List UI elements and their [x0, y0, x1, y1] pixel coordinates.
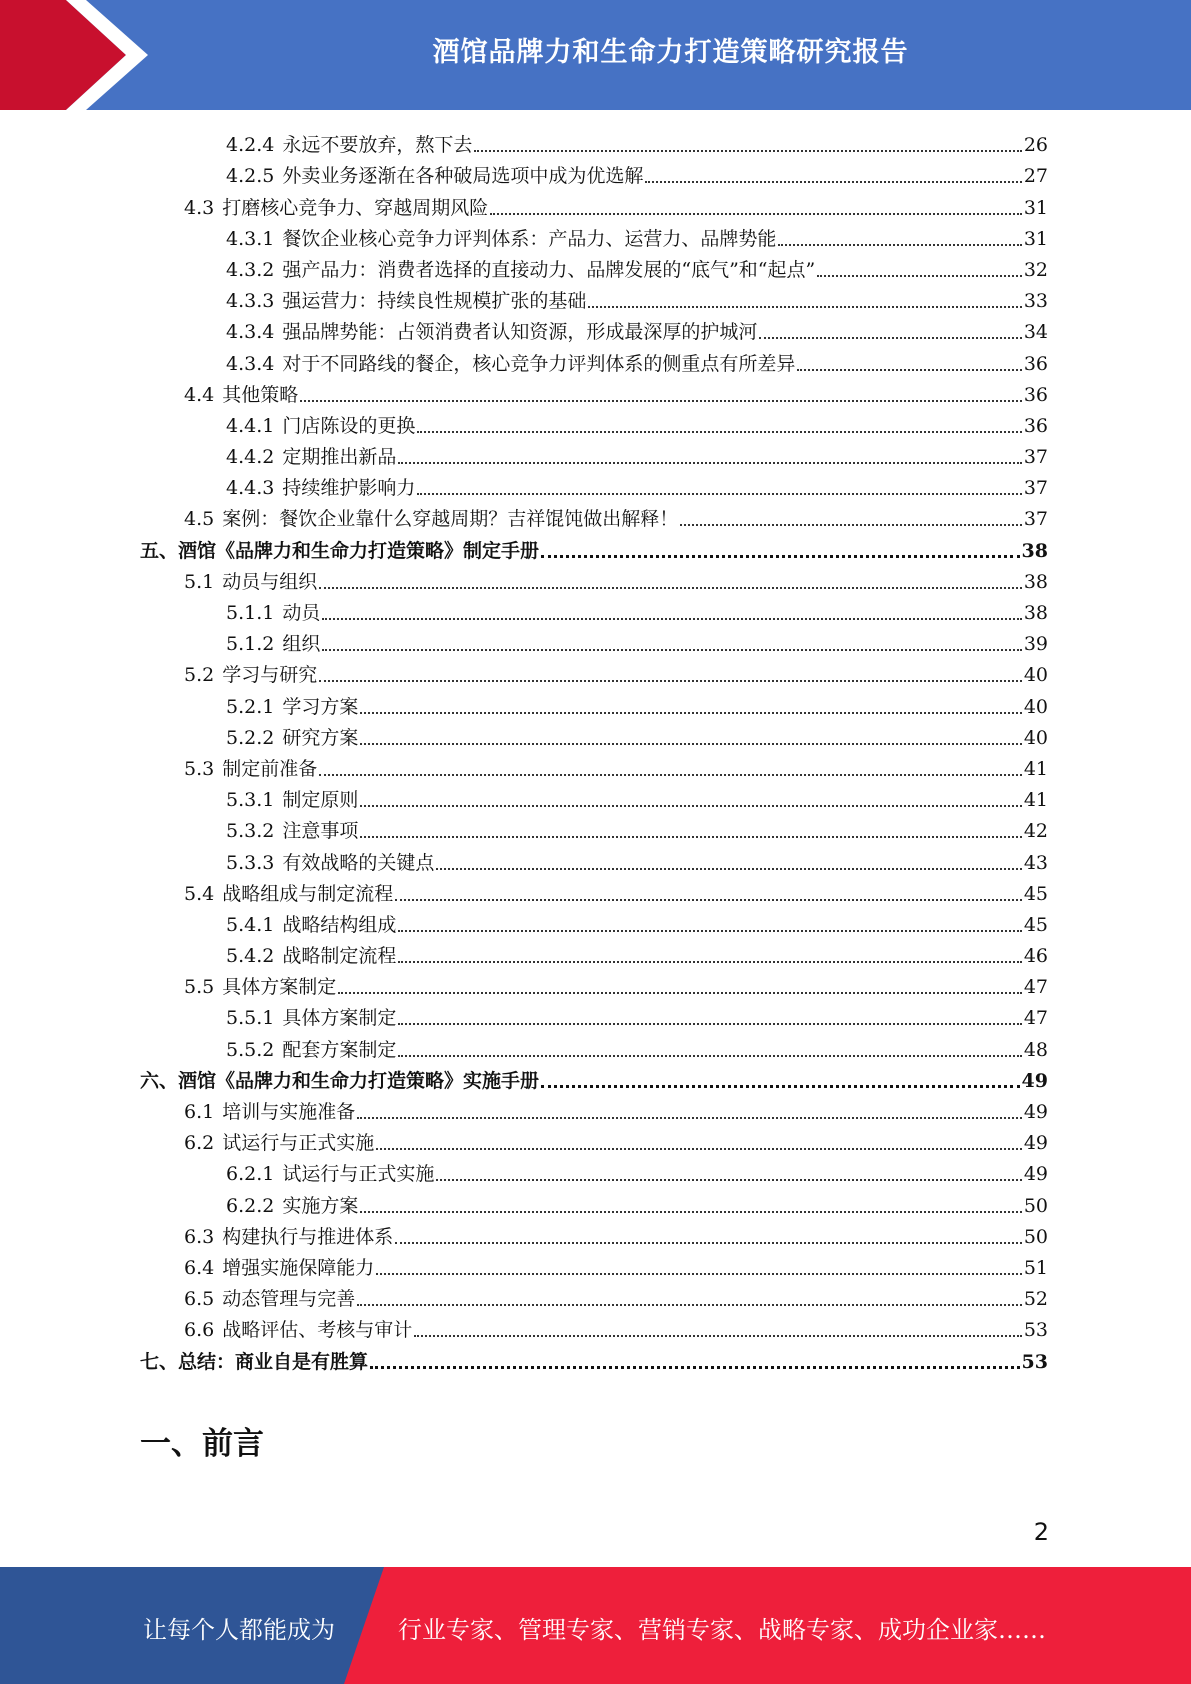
toc-entry-number: 4.3.3	[226, 290, 275, 313]
toc-dot-leader	[395, 1242, 1022, 1244]
toc-dot-leader	[398, 1023, 1021, 1025]
toc-dot-leader	[360, 836, 1021, 838]
toc-entry-title: 具体方案制定	[282, 1007, 397, 1030]
toc-entry-number: 4.3	[184, 196, 215, 219]
toc-entry-number: 6.3	[184, 1225, 215, 1248]
toc-entry-page: 53	[1023, 1319, 1048, 1342]
toc-entry[interactable]	[140, 126, 1048, 157]
toc-entry[interactable]	[140, 1311, 1048, 1342]
toc-entry[interactable]	[140, 999, 1048, 1030]
toc-entry-title: 制定前准备	[222, 757, 318, 780]
toc-entry-number: 4.3.1	[226, 227, 275, 250]
toc-entry-number: 6.2.2	[226, 1194, 275, 1217]
toc-entry-title: 餐饮企业核心竞争力评判体系：产品力、运营力、品牌势能	[282, 227, 777, 250]
toc-dot-leader	[541, 555, 1020, 558]
toc-entry-title: 外卖业务逐渐在各种破局选项中成为优选解	[282, 165, 644, 188]
toc-entry-title: 动态管理与完善	[222, 1288, 356, 1311]
toc-entry-title: 有效战略的关键点	[282, 851, 435, 874]
toc-entry[interactable]	[140, 1218, 1048, 1249]
toc-entry-title: 增强实施保障能力	[222, 1256, 375, 1279]
toc-entry-title: 强产品力：消费者选择的直接动力、品牌发展的“底气”和“起点”	[282, 258, 816, 281]
toc-entry[interactable]	[140, 376, 1048, 407]
toc-entry[interactable]	[140, 687, 1048, 718]
toc-entry-page: 36	[1023, 414, 1048, 437]
toc-entry-number: 4.4.1	[226, 414, 275, 437]
toc-entry-number: 4.4.3	[226, 477, 275, 500]
toc-entry-number: 6.6	[184, 1319, 215, 1342]
toc-entry[interactable]	[140, 1280, 1048, 1311]
toc-entry-number: 5.4.2	[226, 945, 275, 968]
toc-dot-leader	[414, 1335, 1022, 1337]
toc-entry-title: 试运行与正式实施	[282, 1163, 435, 1186]
toc-entry-page: 31	[1023, 196, 1048, 219]
toc-entry-title: 动员	[282, 602, 321, 624]
toc-dot-leader	[759, 337, 1021, 339]
toc-entry[interactable]	[140, 1062, 1048, 1093]
toc-entry-page: 37	[1023, 446, 1048, 469]
toc-dot-leader	[360, 743, 1021, 745]
toc-dot-leader	[370, 1366, 1020, 1369]
toc-dot-leader	[398, 961, 1021, 963]
toc-entry-title: 五、酒馆《品牌力和生命力打造策略》制定手册	[140, 539, 540, 562]
toc-entry[interactable]	[140, 188, 1048, 219]
table-of-contents	[140, 126, 1048, 1374]
toc-entry-page: 48	[1023, 1038, 1048, 1061]
toc-dot-leader	[797, 369, 1021, 371]
toc-entry[interactable]	[140, 1342, 1048, 1373]
toc-entry-page: 37	[1023, 508, 1048, 531]
toc-entry-number: 4.5	[184, 508, 215, 531]
toc-dot-leader	[680, 524, 1022, 526]
toc-entry[interactable]	[140, 220, 1048, 251]
toc-entry[interactable]	[140, 500, 1048, 531]
toc-dot-leader	[376, 1273, 1022, 1275]
toc-dot-leader	[398, 462, 1021, 464]
toc-dot-leader	[490, 213, 1022, 215]
toc-entry-page: 49	[1023, 1132, 1048, 1155]
toc-entry-number: 5.3.3	[226, 851, 275, 874]
toc-entry-title: 对于不同路线的餐企，核心竞争力评判体系的侧重点有所差异	[282, 352, 796, 375]
toc-entry[interactable]	[140, 843, 1048, 874]
toc-entry[interactable]	[140, 157, 1048, 188]
toc-entry-page: 49	[1021, 1069, 1048, 1092]
toc-entry-title: 具体方案制定	[222, 976, 337, 999]
toc-dot-leader	[357, 1304, 1022, 1306]
toc-entry-number: 5.3.2	[226, 820, 275, 843]
toc-entry-title: 研究方案	[282, 726, 359, 749]
toc-entry-title: 六、酒馆《品牌力和生命力打造策略》实施手册	[140, 1069, 540, 1092]
toc-dot-leader	[360, 1211, 1021, 1213]
toc-entry-number: 5.5.2	[226, 1038, 275, 1061]
toc-entry-number: 4.4.2	[226, 446, 275, 469]
toc-entry-number: 5.3	[184, 757, 215, 780]
toc-entry-number: 6.2	[184, 1132, 215, 1155]
toc-entry[interactable]	[140, 750, 1048, 781]
toc-entry-number: 4.2.5	[226, 165, 275, 188]
toc-entry-title: 案例：餐饮企业靠什么穿越周期？吉祥馄饨做出解释！	[222, 508, 679, 531]
toc-entry[interactable]	[140, 937, 1048, 968]
toc-entry-page: 38	[1021, 539, 1048, 562]
toc-entry[interactable]	[140, 719, 1048, 750]
toc-entry[interactable]	[140, 781, 1048, 812]
toc-entry-title: 注意事项	[282, 820, 359, 843]
toc-entry[interactable]	[140, 438, 1048, 469]
toc-entry-number: 5.4	[184, 882, 215, 905]
toc-entry[interactable]	[140, 469, 1048, 500]
toc-entry-page: 49	[1023, 1163, 1048, 1186]
toc-entry-number: 4.3.4	[226, 321, 275, 344]
toc-entry-title: 打磨核心竞争力、穿越周期风险	[222, 196, 489, 219]
toc-entry-page: 40	[1023, 726, 1048, 749]
toc-dot-leader	[778, 244, 1021, 246]
section-heading: 一、前言	[140, 1426, 264, 1462]
toc-entry-page: 52	[1023, 1288, 1048, 1311]
toc-entry-page: 41	[1023, 757, 1048, 780]
toc-dot-leader	[357, 1117, 1022, 1119]
toc-entry-number: 4.4	[184, 383, 215, 406]
toc-dot-leader	[395, 899, 1022, 901]
toc-entry[interactable]	[140, 1155, 1048, 1186]
toc-dot-leader	[376, 1148, 1022, 1150]
toc-entry-title: 学习与研究	[222, 664, 318, 687]
toc-dot-leader	[588, 306, 1021, 308]
toc-entry[interactable]	[140, 344, 1048, 375]
toc-entry-page: 26	[1023, 134, 1048, 157]
toc-entry-number: 4.3.4	[226, 352, 275, 375]
toc-entry[interactable]	[140, 625, 1048, 656]
toc-entry-title: 战略结构组成	[282, 913, 397, 936]
toc-entry-page: 45	[1023, 913, 1048, 936]
toc-entry[interactable]	[140, 563, 1048, 594]
toc-dot-leader	[436, 868, 1021, 870]
toc-dot-leader	[474, 150, 1021, 152]
toc-entry[interactable]	[140, 1093, 1048, 1124]
toc-entry-page: 40	[1023, 695, 1048, 718]
toc-entry-page: 46	[1023, 945, 1048, 968]
toc-entry-page: 53	[1021, 1350, 1048, 1373]
toc-entry-page: 51	[1023, 1256, 1048, 1279]
toc-entry[interactable]	[140, 968, 1048, 999]
toc-entry-number: 4.2.4	[226, 134, 275, 157]
toc-entry-number: 4.3.2	[226, 258, 275, 281]
toc-entry-title: 门店陈设的更换	[282, 414, 416, 437]
toc-entry-page: 36	[1023, 383, 1048, 406]
footer-slogan-right: 行业专家、管理专家、营销专家、战略专家、成功企业家……	[398, 1616, 1046, 1644]
toc-entry-title: 永远不要放弃，熬下去	[282, 134, 473, 157]
toc-entry-number: 5.2.1	[226, 695, 275, 718]
toc-entry-title: 战略评估、考核与审计	[222, 1319, 413, 1342]
toc-entry-title: 配套方案制定	[282, 1038, 397, 1061]
toc-entry-page: 36	[1023, 352, 1048, 375]
toc-dot-leader	[436, 1179, 1021, 1181]
toc-dot-leader	[338, 992, 1022, 994]
toc-entry-page: 49	[1023, 1101, 1048, 1123]
toc-entry-title: 构建执行与推进体系	[222, 1225, 394, 1248]
toc-dot-leader	[417, 431, 1021, 433]
toc-dot-leader	[360, 712, 1021, 714]
toc-entry-page: 31	[1023, 227, 1048, 250]
toc-entry[interactable]	[140, 875, 1048, 906]
toc-entry[interactable]	[140, 407, 1048, 438]
toc-entry[interactable]	[140, 531, 1048, 562]
toc-entry-title: 学习方案	[282, 695, 359, 718]
toc-dot-leader	[417, 493, 1021, 495]
toc-entry-number: 6.5	[184, 1288, 215, 1311]
toc-entry-page: 40	[1023, 664, 1048, 687]
page-number: 2	[1033, 1518, 1049, 1546]
toc-dot-leader	[817, 275, 1022, 277]
toc-entry-number: 5.3.1	[226, 789, 275, 812]
toc-entry-number: 5.2.2	[226, 726, 275, 749]
toc-entry-number: 6.1	[184, 1101, 215, 1123]
toc-entry-page: 38	[1023, 602, 1048, 624]
page-header	[0, 0, 1191, 110]
toc-entry[interactable]	[140, 1249, 1048, 1280]
toc-entry-page: 42	[1023, 820, 1048, 843]
toc-entry-page: 47	[1023, 976, 1048, 999]
toc-entry-page: 41	[1023, 789, 1048, 812]
toc-entry-title: 强运营力：持续良性规模扩张的基础	[282, 290, 587, 313]
toc-entry-number: 5.1.1	[226, 602, 275, 624]
toc-entry-number: 6.2.1	[226, 1163, 275, 1186]
toc-entry[interactable]	[140, 1030, 1048, 1061]
toc-entry-title: 组织	[282, 633, 321, 656]
toc-entry[interactable]	[140, 906, 1048, 937]
toc-entry-number: 5.1.2	[226, 633, 275, 656]
toc-entry-number: 6.4	[184, 1256, 215, 1279]
toc-dot-leader	[319, 774, 1022, 776]
toc-entry-title: 制定原则	[282, 789, 359, 812]
toc-entry[interactable]	[140, 812, 1048, 843]
toc-entry-number: 5.5	[184, 976, 215, 999]
toc-dot-leader	[541, 1085, 1020, 1088]
toc-entry-title: 实施方案	[282, 1194, 359, 1217]
toc-entry-page: 47	[1023, 1007, 1048, 1030]
footer-slogan-left: 让每个人都能成为	[143, 1616, 335, 1644]
toc-entry-number: 5.4.1	[226, 913, 275, 936]
toc-entry-number: 5.1	[184, 570, 215, 593]
toc-entry-page: 50	[1023, 1225, 1048, 1248]
toc-entry-page: 45	[1023, 882, 1048, 905]
toc-entry-title: 试运行与正式实施	[222, 1132, 375, 1155]
toc-dot-leader	[319, 587, 1022, 589]
toc-entry[interactable]	[140, 656, 1048, 687]
toc-dot-leader	[645, 181, 1021, 183]
toc-entry[interactable]	[140, 282, 1048, 313]
toc-entry-title: 强品牌势能：占领消费者认知资源，形成最深厚的护城河	[282, 321, 758, 344]
toc-dot-leader	[398, 1055, 1021, 1057]
toc-entry-title: 其他策略	[222, 383, 299, 406]
toc-entry-page: 38	[1023, 570, 1048, 593]
toc-dot-leader	[360, 805, 1021, 807]
toc-entry[interactable]	[140, 251, 1048, 282]
page-footer	[0, 1567, 1191, 1684]
toc-entry-title: 七、总结：商业自是有胜算	[140, 1350, 369, 1373]
toc-entry-number: 5.2	[184, 664, 215, 687]
toc-entry[interactable]	[140, 313, 1048, 344]
toc-entry-title: 持续维护影响力	[282, 477, 416, 500]
toc-dot-leader	[322, 649, 1021, 651]
toc-entry-page: 50	[1023, 1194, 1048, 1217]
toc-entry-number: 5.5.1	[226, 1007, 275, 1030]
toc-entry-title: 战略制定流程	[282, 945, 397, 968]
toc-entry-page: 34	[1023, 321, 1048, 344]
toc-entry-title: 战略组成与制定流程	[222, 882, 394, 905]
report-title: 酒馆品牌力和生命力打造策略研究报告	[432, 37, 909, 68]
toc-dot-leader	[319, 680, 1022, 682]
toc-entry-title: 培训与实施准备	[222, 1101, 356, 1123]
toc-dot-leader	[398, 930, 1021, 932]
toc-entry-page: 43	[1023, 851, 1048, 874]
toc-entry-page: 37	[1023, 477, 1048, 500]
toc-dot-leader	[322, 618, 1021, 620]
toc-entry[interactable]	[140, 1186, 1048, 1217]
toc-entry-title: 定期推出新品	[282, 446, 397, 469]
toc-entry-page: 32	[1023, 258, 1048, 281]
toc-entry[interactable]	[140, 1124, 1048, 1155]
toc-entry-page: 33	[1023, 290, 1048, 313]
toc-entry-page: 27	[1023, 165, 1048, 188]
toc-entry-title: 动员与组织	[222, 570, 318, 593]
toc-dot-leader	[300, 400, 1022, 402]
toc-entry[interactable]	[140, 594, 1048, 625]
toc-entry-page: 39	[1023, 633, 1048, 656]
